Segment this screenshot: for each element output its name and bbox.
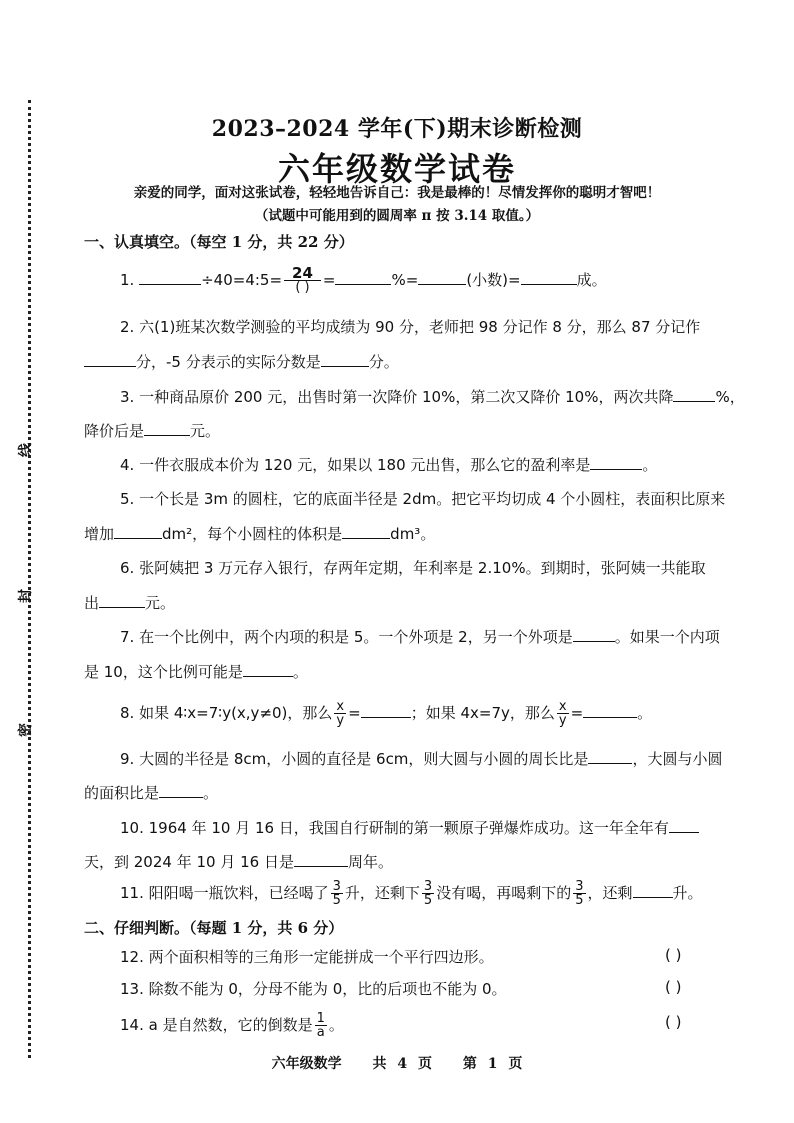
intro-line-1: 亲爱的同学，面对这张试卷，轻轻地告诉自己：我是最棒的！尽情发挥你的聪明才智吧！ xyxy=(133,185,661,201)
answer-parentheses[interactable]: ( ) xyxy=(665,978,682,996)
fraction: $\frac{24}{( )}$ xyxy=(284,267,321,294)
question-3-line-1: 3. 一种商品原价 200 元，出售时第一次降价 10%，第二次又降价 10%，两次共降 %， xyxy=(120,388,745,406)
margin-label-feng: 封 xyxy=(18,589,34,603)
fraction: $\frac{1}{a}$ xyxy=(316,1011,325,1040)
answer-blank[interactable] xyxy=(669,818,699,833)
exam-title: 2023–2024 学年(下)期末诊断检测 xyxy=(211,116,583,142)
answer-blank[interactable] xyxy=(361,703,411,718)
question-13: 13. 除数不能为 0，分母不能为 0，比的后项也不能为 0。 xyxy=(120,980,507,998)
section-2-title: 二、仔细判断。（每题 1 分，共 6 分） xyxy=(84,919,344,937)
question-8: 8. 如果 4∶x=7∶y(x,y≠0)，那么 $\frac{x}{y}$ = ；如果 4x=7y，那么 $\frac{x}{y}$ = 。 xyxy=(120,699,653,728)
answer-blank[interactable] xyxy=(673,387,715,402)
question-9-line-2: 的面积比是 。 xyxy=(84,784,219,802)
footer-total-pages: 共 4 页 xyxy=(372,1056,432,1072)
question-14: 14. a 是自然数，它的倒数是 $\frac{1}{a}$ 。 xyxy=(120,1011,344,1040)
margin-label-mi: 密 xyxy=(18,723,34,737)
answer-blank[interactable] xyxy=(139,270,201,285)
answer-blank[interactable] xyxy=(583,703,637,718)
question-1: 1. ÷40=4:5= $\frac{24}{( )}$ = %= (小数)= 成。 xyxy=(120,264,607,295)
question-7-line-1: 7. 在一个比例中，两个内项的积是 5。一个外项是 2，另一个外项是 。如果一个内项 xyxy=(120,628,720,646)
margin-label-xian: 线 xyxy=(18,443,34,457)
question-3-line-2: 降价后是 元。 xyxy=(84,422,221,440)
question-11: 11. 阳阳喝一瓶饮料，已经喝了 $\frac{3}{5}$ 升，还剩下 $\frac{3}{5}$ 没有喝，再喝剩下的 $\frac{3}{5}$ ，还剩 升。 xyxy=(120,879,703,908)
question-10-line-2: 天，到 2024 年 10 月 16 日是 周年。 xyxy=(84,853,393,871)
question-6-line-2: 出 元。 xyxy=(84,594,176,612)
answer-blank[interactable] xyxy=(633,883,673,898)
answer-blank[interactable] xyxy=(573,627,615,642)
question-2-line-1: 2. 六(1)班某次数学测验的平均成绩为 90 分，老师把 98 分记作 8 分，那么 87 分记作 xyxy=(120,318,701,336)
answer-blank[interactable] xyxy=(114,524,162,539)
answer-blank[interactable] xyxy=(588,749,632,764)
question-7-line-2: 是 10，这个比例可能是 。 xyxy=(84,663,308,681)
question-5-line-1: 5. 一个长是 3m 的圆柱，它的底面半径是 2dm。把它平均切成 4 个小圆柱，表面积比原来 xyxy=(120,490,726,508)
question-12: 12. 两个面积相等的三角形一定能拼成一个平行四边形。 xyxy=(120,948,494,966)
fraction: $\frac{3}{5}$ xyxy=(575,879,584,908)
answer-blank[interactable] xyxy=(521,270,577,285)
answer-parentheses[interactable]: ( ) xyxy=(665,1013,682,1031)
question-6-line-1: 6. 张阿姨把 3 万元存入银行，存两年定期，年利率是 2.10%。到期时，张阿姨一共能取 xyxy=(120,559,706,577)
question-10-line-1: 10. 1964 年 10 月 16 日，我国自行研制的第一颗原子弹爆炸成功。这一年全年有 xyxy=(120,817,699,838)
intro-line-2: （试题中可能用到的圆周率 π 按 3.14 取值。） xyxy=(254,208,540,224)
answer-blank[interactable] xyxy=(342,524,390,539)
binding-dotted-line xyxy=(28,100,31,1058)
fraction: $\frac{x}{y}$ xyxy=(336,699,345,728)
answer-blank[interactable] xyxy=(159,783,203,798)
section-1-title: 一、认真填空。（每空 1 分，共 22 分） xyxy=(84,233,354,251)
question-9-line-1: 9. 大圆的半径是 8cm，小圆的直径是 6cm，则大圆与小圆的周长比是 ，大圆与小圆 xyxy=(120,750,723,768)
answer-blank[interactable] xyxy=(144,421,190,436)
footer-page-number: 第 1 页 xyxy=(462,1056,523,1072)
fraction: $\frac{x}{y}$ xyxy=(558,699,567,728)
answer-blank[interactable] xyxy=(590,455,642,470)
exam-subtitle: 六年级数学试卷 xyxy=(277,150,516,188)
answer-blank[interactable] xyxy=(84,352,136,367)
answer-blank[interactable] xyxy=(294,852,348,867)
question-4: 4. 一件衣服成本价为 120 元，如果以 180 元出售，那么它的盈利率是 。 xyxy=(120,456,658,474)
answer-blank[interactable] xyxy=(243,662,293,677)
fraction: $\frac{3}{5}$ xyxy=(423,879,433,908)
fraction: $\frac{3}{5}$ xyxy=(332,879,341,908)
answer-blank[interactable] xyxy=(418,270,466,285)
footer-subject: 六年级数学 xyxy=(271,1056,342,1072)
answer-parentheses[interactable]: ( ) xyxy=(665,946,682,964)
answer-blank[interactable] xyxy=(335,270,391,285)
answer-blank[interactable] xyxy=(99,593,145,608)
question-5-line-2: 增加 dm²，每个小圆柱的体积是 dm³。 xyxy=(84,525,436,543)
answer-blank[interactable] xyxy=(321,352,369,367)
page-footer xyxy=(0,1053,794,1073)
question-2-line-2: 分，-5 分表示的实际分数是 分。 xyxy=(84,351,399,372)
